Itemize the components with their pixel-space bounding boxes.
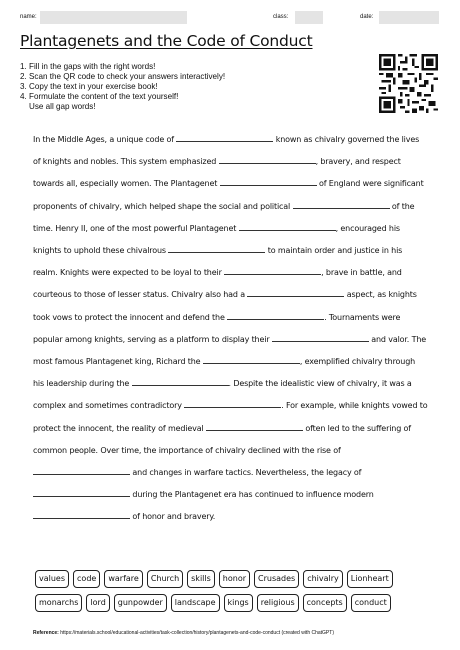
- instruction-item: 1. Fill in the gaps with the right words!: [20, 62, 156, 71]
- reference-label: Reference:: [33, 630, 59, 636]
- word-chip[interactable]: chivalry: [303, 570, 343, 588]
- word-chip[interactable]: Crusades: [254, 570, 299, 588]
- qr-code-icon[interactable]: [379, 54, 438, 113]
- text-segment: . Tournaments were popular among knights, serving as a platform to display their: [33, 312, 401, 344]
- text-segment: during the Plantagenet era has continued to influence modern: [130, 490, 374, 500]
- word-bank-row: [35, 570, 435, 588]
- word-bank-row: [35, 594, 435, 612]
- word-chip[interactable]: warfare: [104, 570, 143, 588]
- instruction-item: 4. Formulate the content of the text yourself!: [20, 92, 179, 101]
- header-bar: [0, 8, 460, 30]
- page-title: Plantagenets and the Code of Conduct: [20, 32, 313, 50]
- instruction-item: Use all gap words!: [29, 102, 96, 111]
- word-chip[interactable]: honor: [219, 570, 250, 588]
- gap-field[interactable]: [239, 221, 336, 231]
- text-segment: of England were significant proponents of chivalry, which helped shape the social and political: [33, 179, 424, 211]
- word-chip[interactable]: lord: [86, 594, 109, 612]
- gap-field[interactable]: [293, 199, 390, 209]
- text-segment: of honor and bravery.: [130, 512, 216, 522]
- gap-field[interactable]: [247, 287, 344, 297]
- text-segment: . Despite the idealistic view of chivalry, it was a complex and sometimes contradictory: [33, 379, 412, 411]
- instruction-item: 3. Copy the text in your exercise book!: [20, 82, 158, 91]
- text-segment: known as chivalry governed the lives of knights and nobles. This system emphasized: [33, 135, 420, 167]
- word-chip[interactable]: Lionheart: [347, 570, 393, 588]
- gap-field[interactable]: [272, 332, 369, 342]
- text-segment: aspect, as knights took vows to protect the innocent and defend the: [33, 290, 417, 322]
- gap-field[interactable]: [176, 132, 273, 142]
- word-bank: [35, 570, 435, 618]
- text-segment: and valor. The most famous Plantagenet king, Richard the: [33, 334, 427, 367]
- word-chip[interactable]: conduct: [351, 594, 391, 612]
- cloze-text: [33, 129, 428, 529]
- gap-field[interactable]: [132, 376, 229, 386]
- word-chip[interactable]: values: [35, 570, 69, 588]
- word-chip[interactable]: gunpowder: [114, 594, 167, 612]
- gap-field[interactable]: [203, 354, 300, 364]
- text-segment: , encouraged his knights to uphold these chivalrous: [33, 223, 400, 256]
- gap-field[interactable]: [33, 509, 130, 519]
- word-chip[interactable]: religious: [257, 594, 299, 612]
- gap-field[interactable]: [220, 176, 317, 186]
- gap-field[interactable]: [227, 310, 324, 320]
- text-segment: often led to the suffering of common people. Over time, the importance of chivalry declined with the rise of: [33, 423, 411, 455]
- text-segment: , exemplified chivalry through his leadership during the: [33, 357, 416, 389]
- word-chip[interactable]: concepts: [303, 594, 347, 612]
- word-chip[interactable]: code: [73, 570, 100, 588]
- text-segment: , bravery, and respect towards all, especially women. The Plantagenet: [33, 157, 401, 189]
- text-segment: to maintain order and justice in his realm. Knights were expected to be loyal to their: [33, 246, 403, 278]
- date-label: date:: [360, 14, 374, 20]
- name-field[interactable]: [40, 11, 187, 24]
- date-field[interactable]: [379, 11, 439, 24]
- gap-field[interactable]: [33, 487, 130, 497]
- name-label: name:: [20, 14, 37, 20]
- instructions-list: [20, 62, 225, 112]
- gap-field[interactable]: [224, 265, 321, 275]
- text-segment: of the time. Henry II, one of the most powerful Plantagenet: [33, 201, 415, 233]
- text-segment: In the Middle Ages, a unique code of: [33, 135, 177, 144]
- reference-link[interactable]: https://materials.school/educational-activities/task-collection/history/plantagenets-and-code-conduct (created with ChatGPT): [58, 630, 334, 636]
- gap-field[interactable]: [168, 243, 265, 253]
- text-segment: . For example, while knights vowed to protect the innocent, the reality of medieval: [33, 401, 428, 433]
- text-segment: and changes in warfare tactics. Nevertheless, the legacy of: [130, 468, 362, 478]
- word-chip[interactable]: kings: [224, 594, 253, 612]
- gap-field[interactable]: [219, 154, 316, 164]
- word-chip[interactable]: monarchs: [35, 594, 82, 612]
- word-chip[interactable]: skills: [187, 570, 215, 588]
- word-chip[interactable]: Church: [147, 570, 183, 588]
- gap-field[interactable]: [33, 465, 130, 475]
- instruction-item: 2. Scan the QR code to check your answers interactively!: [20, 72, 226, 81]
- reference-line: [33, 630, 334, 636]
- gap-field[interactable]: [206, 421, 303, 431]
- class-label: class:: [273, 14, 289, 20]
- class-field[interactable]: [295, 11, 323, 24]
- word-chip[interactable]: landscape: [171, 594, 220, 612]
- gap-field[interactable]: [184, 398, 281, 408]
- text-segment: , brave in battle, and courteous to those of lesser status. Chivalry also had a: [33, 268, 402, 300]
